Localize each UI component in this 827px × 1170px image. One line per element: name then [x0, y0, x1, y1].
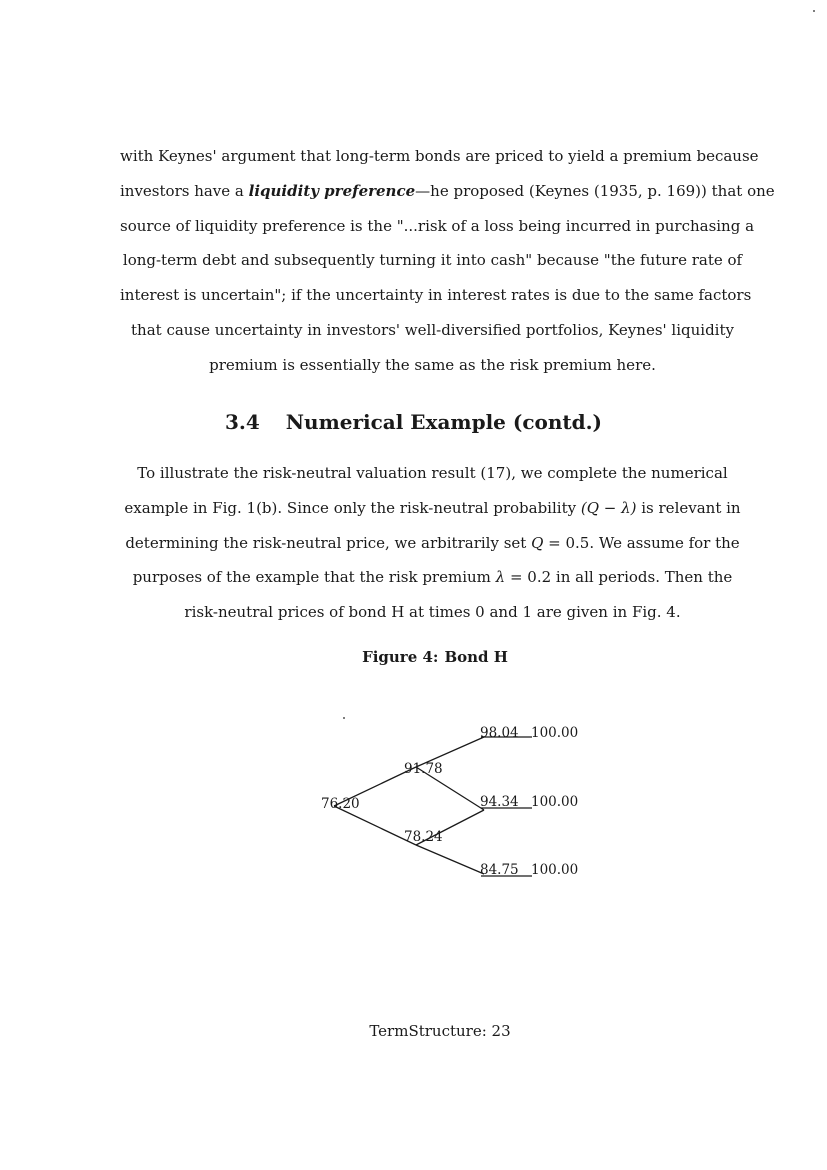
figure-title: Bond H: [444, 648, 508, 666]
text-line: To illustrate the risk-neutral valuation result (17), we complete the numerical: [137, 464, 728, 482]
text-fragment: = 0.5. We assume for the: [543, 533, 740, 552]
node-t3-down: 100.00: [531, 862, 579, 878]
text-fragment: investors have a: [120, 181, 249, 200]
node-t3-mid: 100.00: [531, 794, 579, 810]
scan-speck: [343, 717, 345, 719]
node-t1-up: 91.78: [404, 761, 443, 777]
node-t2-down: 84.75: [480, 862, 519, 878]
text-line: source of liquidity preference is the "...risk of a loss being incurred in purchasing a: [120, 216, 755, 235]
text-line: long-term debt and subsequently turning it into cash" because "the future rate of: [122, 251, 743, 270]
scan-speck: [813, 10, 815, 12]
text-line: premium is essentially the same as the risk premium here.: [209, 355, 656, 374]
section-number: 3.4: [224, 410, 260, 434]
node-t3-up: 100.00: [531, 725, 579, 741]
text-line: risk-neutral prices of bond H at times 0 and 1 are given in Fig. 4.: [184, 603, 681, 622]
emphasis-term: liquidity preference: [248, 181, 416, 200]
text-line: that cause uncertainty in investors' well-diversified portfolios, Keynes' liquidity: [131, 320, 734, 339]
node-root: 76.20: [321, 796, 360, 812]
text-fragment: determining the risk-neutral price, we arbitrarily set: [125, 533, 532, 552]
math-expression: Q: [531, 533, 544, 552]
text-line: with Keynes' argument that long-term bonds are priced to yield a premium because: [120, 147, 759, 165]
math-expression: (Q − λ): [580, 498, 637, 517]
text-fragment: purposes of the example that the risk premium: [132, 568, 496, 587]
tree-branch: [416, 845, 484, 874]
text-fragment: = 0.2 in all periods. Then the: [505, 568, 733, 587]
node-t2-mid: 94.34: [480, 794, 519, 810]
section-title: Numerical Example (contd.): [285, 410, 603, 434]
node-t2-up: 98.04: [480, 725, 519, 741]
math-expression: λ: [495, 568, 506, 587]
page-footer: TermStructure: 23: [369, 1022, 511, 1040]
figure-label: Figure 4:: [362, 648, 439, 666]
text-fragment: —he proposed (Keynes (1935, p. 169)) that one: [415, 181, 775, 200]
text-line: interest is uncertain"; if the uncertainty in interest rates is due to the same factors: [120, 286, 752, 305]
text-fragment: example in Fig. 1(b). Since only the risk-neutral probability: [124, 498, 581, 517]
text-fragment: is relevant in: [636, 498, 741, 517]
node-t1-down: 78.24: [404, 829, 443, 845]
